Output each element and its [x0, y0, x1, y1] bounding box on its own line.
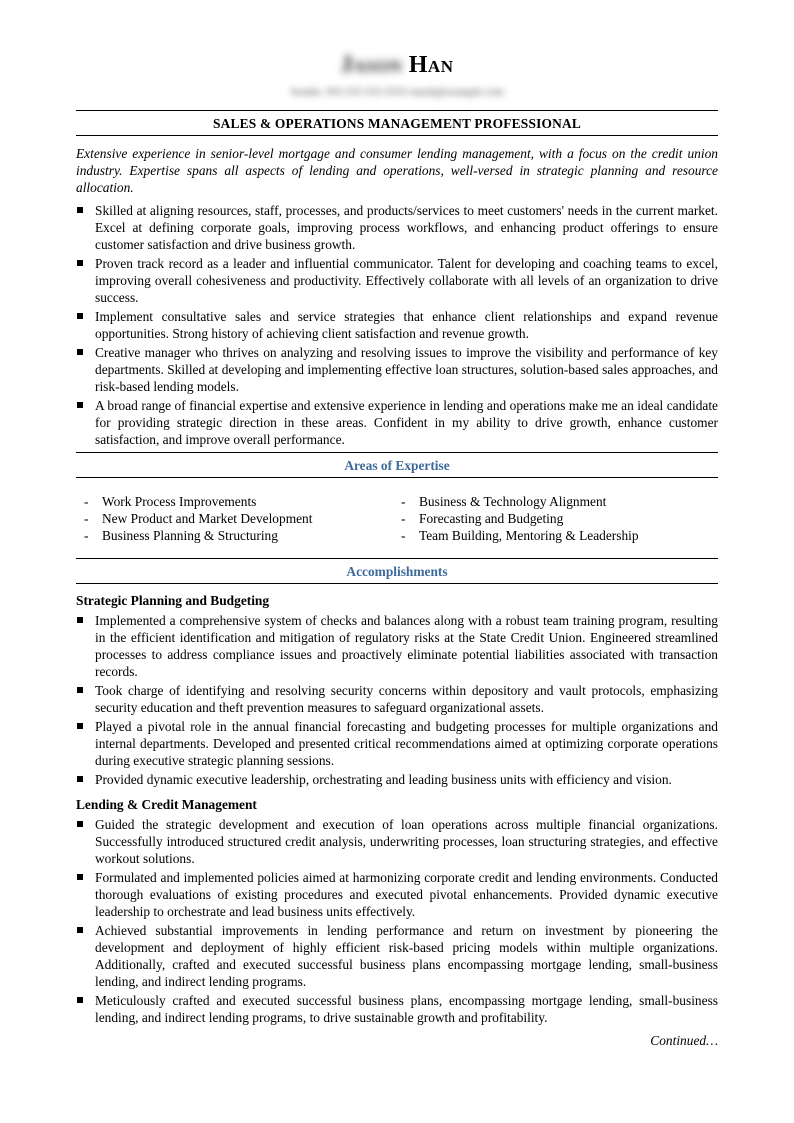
candidate-first-name: Jason: [340, 52, 403, 78]
expertise-item: - Business Planning & Structuring: [84, 528, 278, 543]
expertise-section-heading: Areas of Expertise: [76, 452, 718, 478]
expertise-item: - Work Process Improvements: [84, 494, 257, 509]
list-item: Played a pivotal role in the annual financial forecasting and budgeting processes for multiple organizations and internal departments. Developed and presented critical recommendations aimed at optimizing corporate operations during executive strategic planning sessions.: [76, 718, 718, 769]
list-item: Implement consultative sales and service strategies that enhance client relationships and expand revenue opportunities. Strong history of achieving client satisfaction and revenue growth.: [76, 308, 718, 342]
list-item: Formulated and implemented policies aimed at harmonizing corporate credit and lending environments. Conducted thorough evaluations of existing procedures and executed pivotal enhancements. Provided dynamic executive leadership to orchestrate and lead business units effectively.: [76, 869, 718, 920]
expertise-item: - New Product and Market Development: [84, 511, 313, 526]
candidate-name: [76, 50, 718, 80]
list-item: A broad range of financial expertise and extensive experience in lending and operations make me an ideal candidate for providing strategic direction in these areas. Confident in my ability to drive growth, enhance customer satisfaction, and improve overall performance.: [76, 397, 718, 448]
dash-bullet: -: [401, 528, 406, 543]
square-bullet-icon: [77, 260, 83, 266]
expertise-column-right: [401, 493, 718, 544]
expertise-item: - Team Building, Mentoring & Leadership: [401, 528, 639, 543]
square-bullet-icon: [77, 874, 83, 880]
list-item: Implemented a comprehensive system of checks and balances along with a robust team training program, resulting in the efficient identification and mitigation of regulatory risks at the State Credit Union. Engineered streamlined processes to address compliance issues and proactively eliminate potential liabilities associated with transaction records.: [76, 612, 718, 680]
list-item: Achieved substantial improvements in lending performance and return on investment by pioneering the development and deployment of highly efficient risk-based pricing models within multiple organizations. Additionally, crafted and executed successful business plans encompassing mortgage lending, small-business lending, and indirect lending programs.: [76, 922, 718, 990]
accomplishment-bullet-list: [76, 612, 718, 788]
list-item: Meticulously crafted and executed successful business plans, encompassing mortgage lending, small-business lending, and indirect lending programs, to drive sustainable growth and profitability.: [76, 992, 718, 1026]
candidate-last-name: Han: [408, 52, 454, 78]
square-bullet-icon: [77, 402, 83, 408]
list-item: Provided dynamic executive leadership, orchestrating and leading business units with efficiency and vision.: [76, 771, 718, 788]
dash-bullet: -: [84, 494, 89, 509]
accomplishment-group-heading: Lending & Credit Management: [76, 797, 257, 812]
contact-line: Seattle, WA 555-555-5555 email@example.com: [290, 86, 504, 98]
list-item: Proven track record as a leader and influential communicator. Talent for developing and coaching teams to excel, improving overall cohesiveness and productivity. Effectively collaborate with all levels of an organization to drive success.: [76, 255, 718, 306]
square-bullet-icon: [77, 997, 83, 1003]
professional-headline: SALES & OPERATIONS MANAGEMENT PROFESSIONAL: [76, 110, 718, 136]
dash-bullet: -: [84, 511, 89, 526]
continued-note: Continued…: [650, 1033, 718, 1048]
square-bullet-icon: [77, 207, 83, 213]
accomplishment-bullet-list: [76, 816, 718, 1026]
expertise-list: [76, 478, 718, 559]
square-bullet-icon: [77, 927, 83, 933]
list-item: Guided the strategic development and execution of loan operations across multiple financial organizations. Successfully introduced structured credit analysis, underwriting processes, loan structuring strategies, and effective workout solutions.: [76, 816, 718, 867]
expertise-item: - Forecasting and Budgeting: [401, 511, 564, 526]
dash-bullet: -: [84, 528, 89, 543]
list-item: Creative manager who thrives on analyzing and resolving issues to improve the visibility and performance of key departments. Skilled at developing and implementing effective loan structures, solution-based sales approaches, and risk-based lending models.: [76, 344, 718, 395]
expertise-item: - Business & Technology Alignment: [401, 494, 607, 509]
list-item: Took charge of identifying and resolving security concerns within depository and vault protocols, emphasizing security education and theft prevention measures to safeguard organizational assets.: [76, 682, 718, 716]
summary-bullet-list: [76, 202, 718, 448]
dash-bullet: -: [401, 511, 406, 526]
square-bullet-icon: [77, 776, 83, 782]
square-bullet-icon: [77, 349, 83, 355]
expertise-column-left: [84, 493, 401, 544]
list-item: Skilled at aligning resources, staff, processes, and products/services to meet customers' needs in the current market. Excel at defining corporate goals, improving process workflows, and enhancing product offerings to ensure customer satisfaction and drive business growth.: [76, 202, 718, 253]
dash-bullet: -: [401, 494, 406, 509]
accomplishment-group-heading: Strategic Planning and Budgeting: [76, 593, 270, 608]
square-bullet-icon: [77, 821, 83, 827]
summary-paragraph: Extensive experience in senior-level mortgage and consumer lending management, with a focus on the credit union industry. Expertise spans all aspects of lending and operations, well-versed in strategic planning and resource allocation.: [76, 146, 718, 195]
accomplishments-section-heading: Accomplishments: [76, 559, 718, 584]
square-bullet-icon: [77, 687, 83, 693]
square-bullet-icon: [77, 617, 83, 623]
square-bullet-icon: [77, 313, 83, 319]
square-bullet-icon: [77, 723, 83, 729]
